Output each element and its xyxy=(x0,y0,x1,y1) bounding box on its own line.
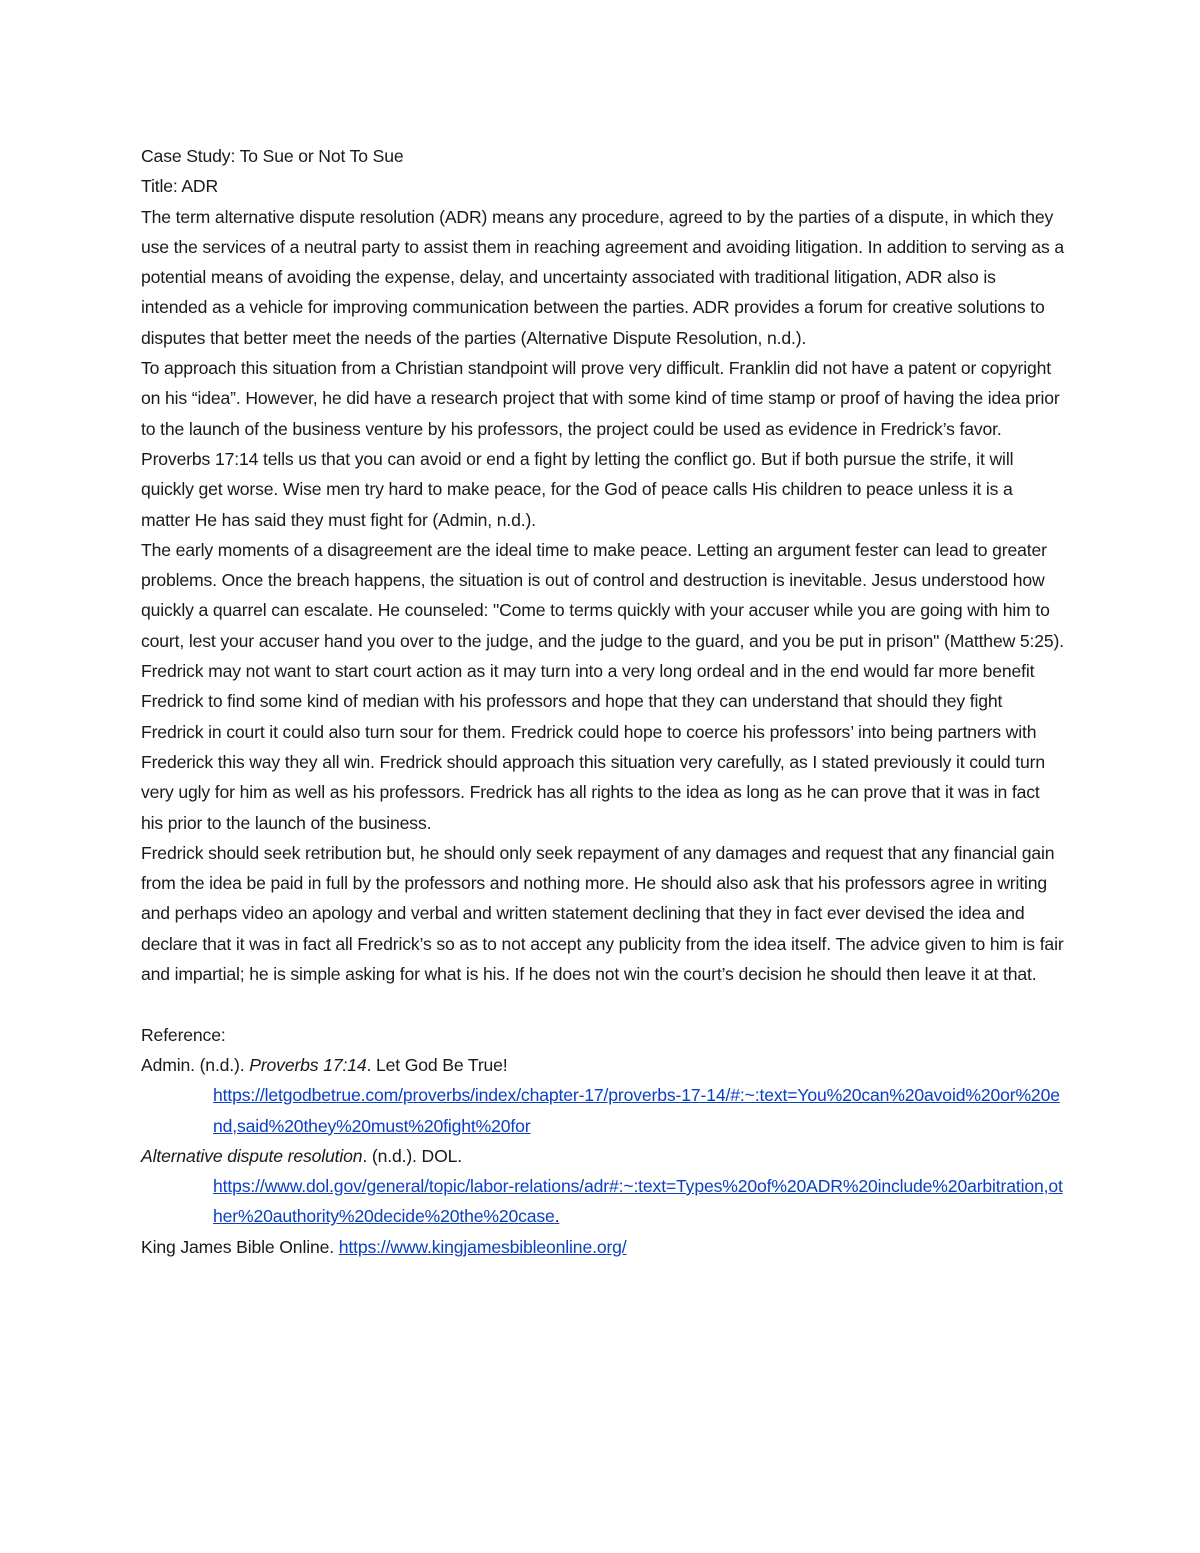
reference-entry-dol xyxy=(141,1141,1066,1232)
reference-text: King James Bible Online. xyxy=(141,1236,339,1257)
reference-title: Alternative dispute resolution xyxy=(141,1145,363,1166)
document-body xyxy=(141,141,1066,1262)
title-heading: Title: ADR xyxy=(141,176,219,197)
reference-title: Proverbs 17:14 xyxy=(249,1054,367,1075)
paragraph-early-moments: The early moments of a disagreement are the ideal time to make peace. Letting an argument fester can lead to greater problems. Once the breach happens, the situation is out of control and destruction is inevitable. Jesus understood how quickly a quarrel can escalate. He counseled: "Come to terms quickly with your accuser while you are going with him to court, lest your accuser hand you over to the judge, and the judge to the guard, and you be put in prison" (Matthew 5:25). xyxy=(141,539,1064,651)
reference-url-suffix: . xyxy=(554,1206,560,1227)
reference-source: . (n.d.). DOL. xyxy=(362,1145,463,1166)
reference-source: . Let God Be True! xyxy=(366,1054,508,1075)
paragraph-adr-definition: The term alternative dispute resolution (ADR) means any procedure, agreed to by the parties of a dispute, in which they use the services of a neutral party to assist them in reaching agreement and avoiding litigation. In addition to serving as a potential means of avoiding the expense, delay, and uncertainty associated with traditional litigation, ADR also is intended as a vehicle for improving communication between the parties. ADR provides a forum for creative solutions to disputes that better meet the needs of the parties (Alternative Dispute Resolution, n.d.). xyxy=(141,206,1065,348)
reference-entry-kjv xyxy=(141,1232,1066,1262)
reference-link[interactable]: https://letgodbetrue.com/proverbs/index/chapter-17/proverbs-17-14/#:~:text=You%20can%20avoid%20or%20end,said%20they%20must%20fight%20for xyxy=(213,1085,1060,1136)
paragraph-retribution: Fredrick should seek retribution but, he should only seek repayment of any damages and request that any financial gain from the idea be paid in full by the professors and nothing more. He should also ask that his professors agree in writing and perhaps video an apology and verbal and written statement declining that they in fact ever devised the idea and declare that it was in fact all Fredrick’s so as to not accept any publicity from the idea itself. The advice given to him is fair and impartial; he is simple asking for what is his. If he does not win the court’s decision he should then leave it at that. xyxy=(141,842,1064,985)
blank-line xyxy=(141,989,1066,1019)
case-study-heading: Case Study: To Sue or Not To Sue xyxy=(141,146,404,166)
reference-link[interactable]: https://www.dol.gov/general/topic/labor-relations/adr#:~:text=Types%20of%20ADR%20include%20arbitration,other%20authority%20decide%20the%20case xyxy=(213,1176,1063,1227)
paragraph-court-action: Fredrick may not want to start court action as it may turn into a very long ordeal and in the end would far more benefit Fredrick to find some kind of median with his professors and hope that they can understand that should they fight Fredrick in court it could also turn sour for them. Fredrick could hope to coerce his professors’ into being partners with Frederick this way they all win. Fredrick should approach this situation very carefully, as I stated previously it could turn very ugly for him as well as his professors. Fredrick has all rights to the idea as long as he can prove that it was in fact his prior to the launch of the business. xyxy=(141,661,1046,833)
reference-link[interactable]: https://www.kingjamesbibleonline.org/ xyxy=(338,1236,627,1257)
paragraph-christian-standpoint: To approach this situation from a Christian standpoint will prove very difficult. Franklin did not have a patent or copyright on his “idea”. However, he did have a research project that with some kind of time stamp or proof of having the idea prior to the launch of the business venture by his professors, the project could be used as evidence in Fredrick’s favor. Proverbs 17:14 tells us that you can avoid or end a fight by letting the conflict go. But if both pursue the strife, it will quickly get worse. Wise men try hard to make peace, for the God of peace calls His children to peace unless it is a matter He has said they must fight for (Admin, n.d.). xyxy=(141,358,1060,530)
reference-entry-admin xyxy=(141,1050,1066,1141)
reference-link-wrapper xyxy=(141,1171,1066,1232)
reference-author: Admin. (n.d.). xyxy=(141,1054,250,1075)
references-heading: Reference: xyxy=(141,1024,226,1045)
